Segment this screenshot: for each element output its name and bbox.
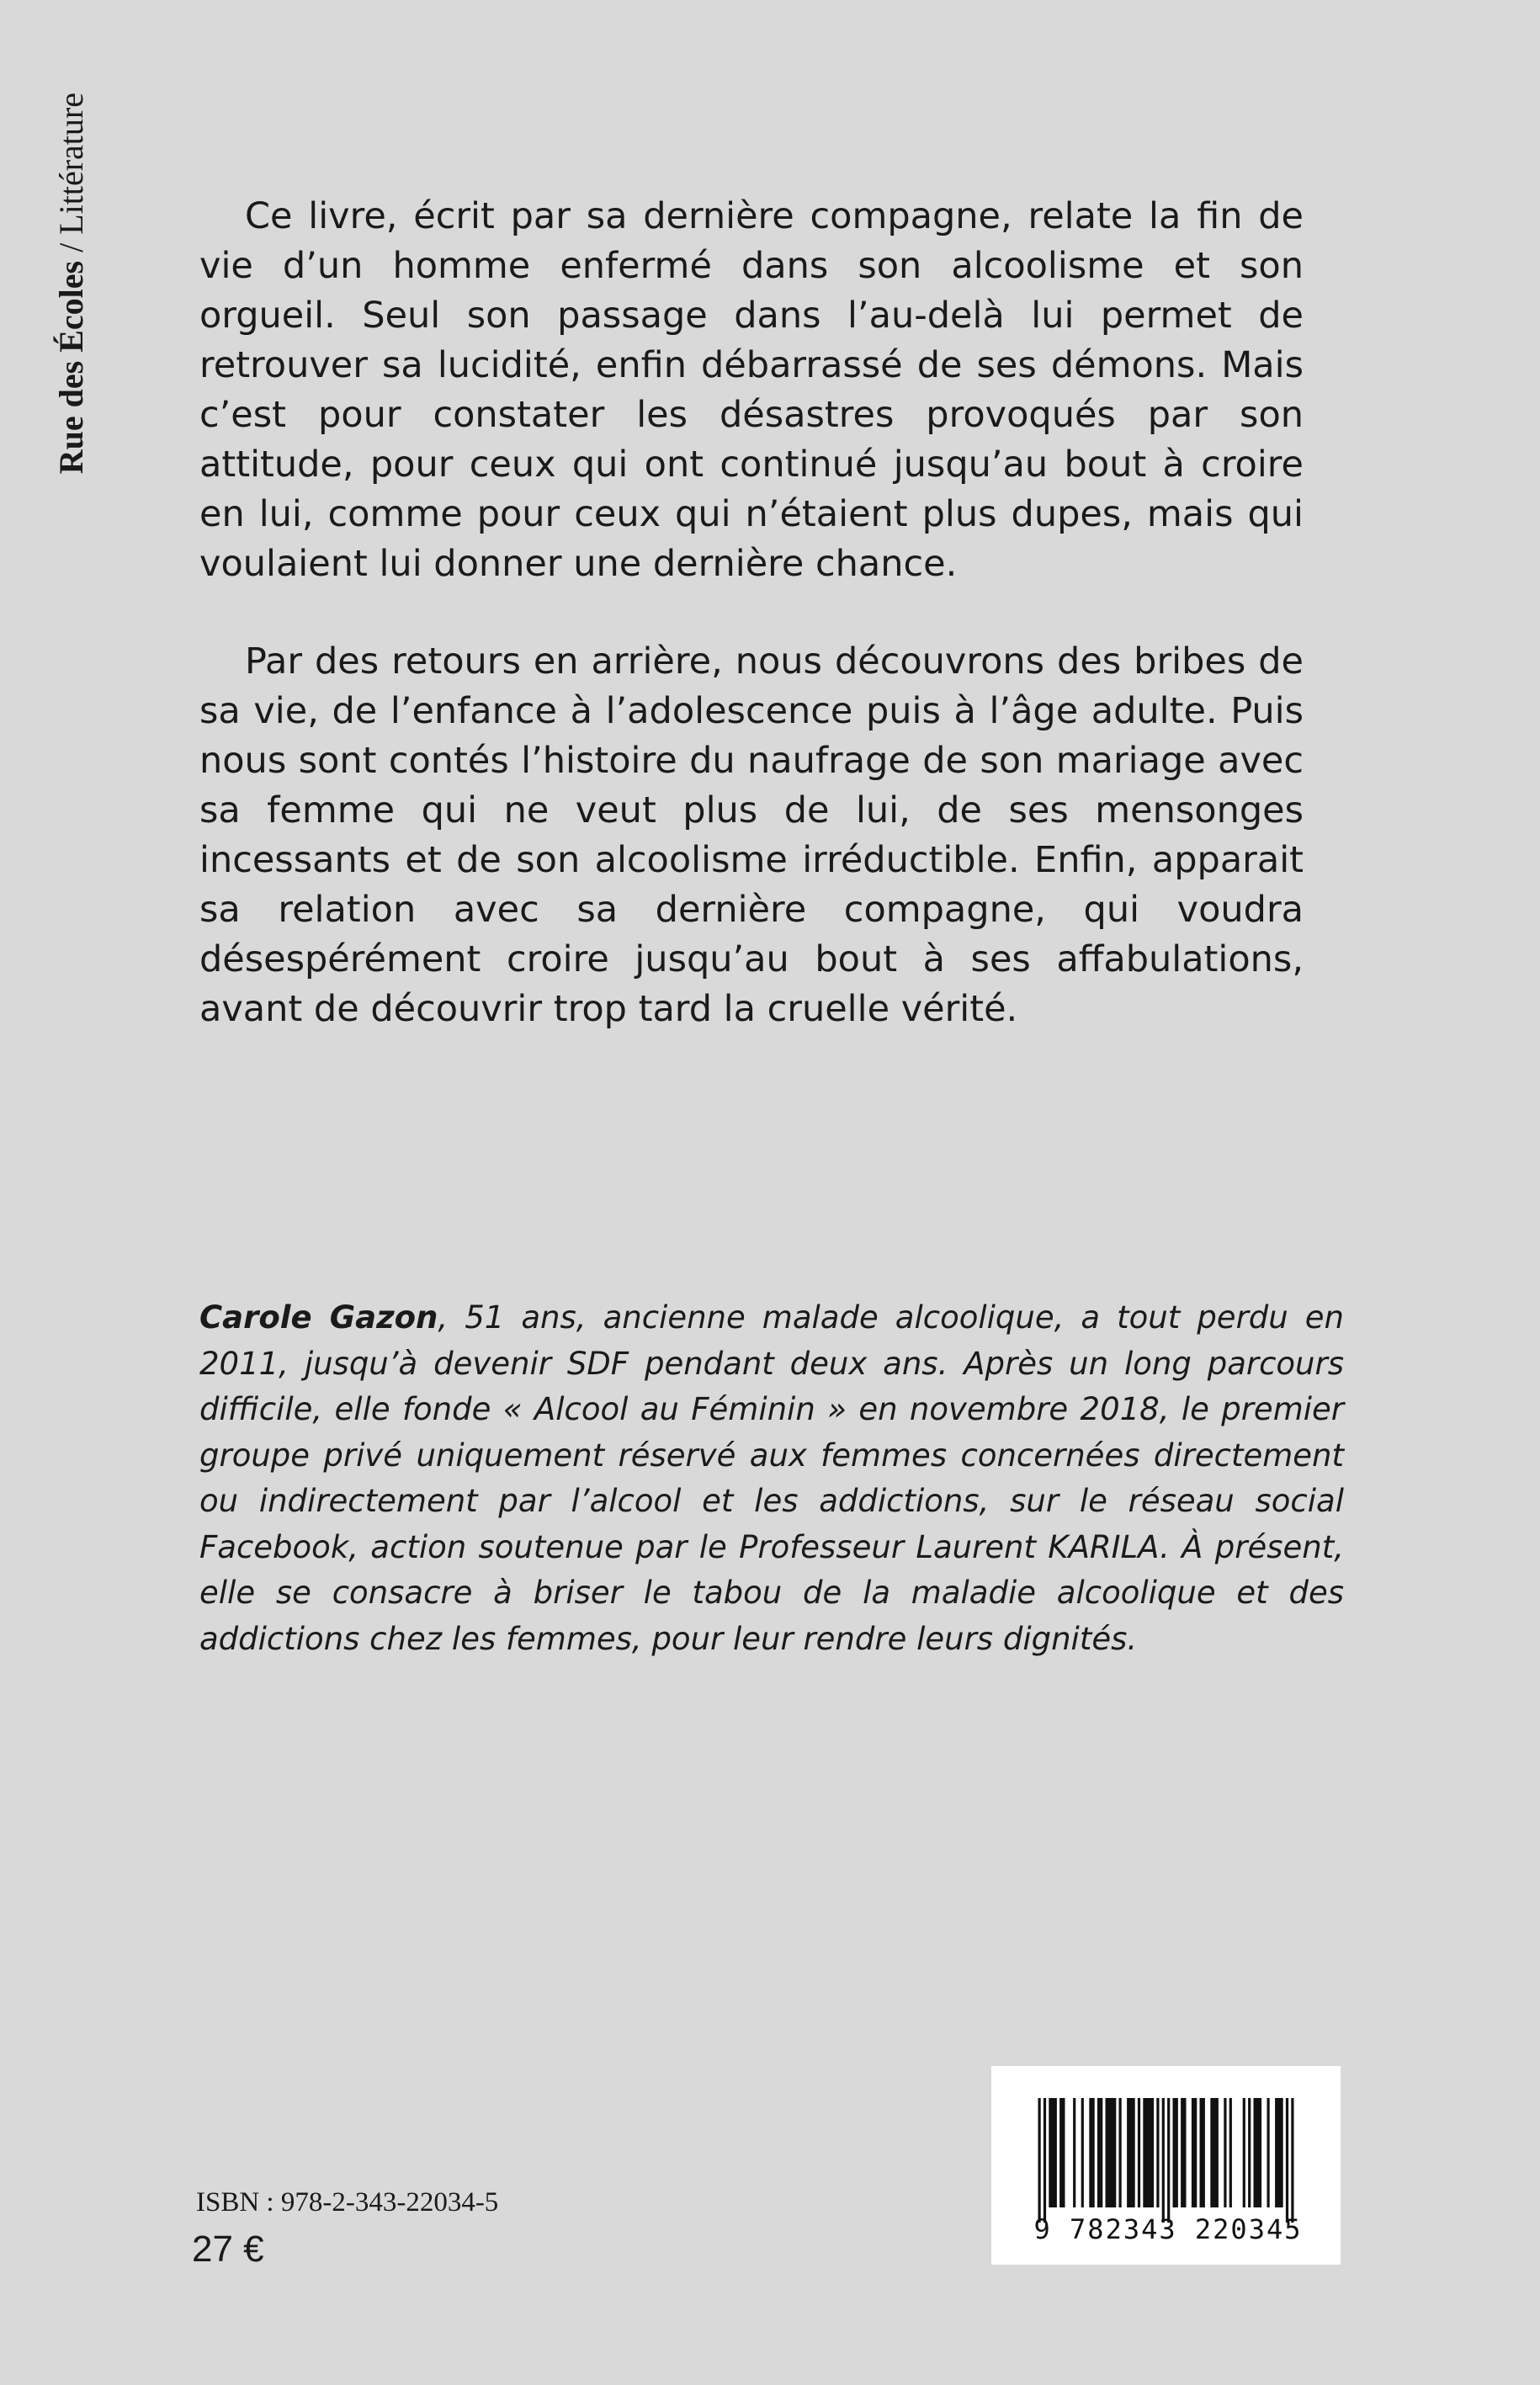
- barcode-bar-18: [1181, 2098, 1186, 2207]
- barcode-bar-19: [1192, 2098, 1197, 2207]
- category-name: Littérature: [52, 93, 90, 235]
- barcode-bar-20: [1200, 2098, 1205, 2207]
- barcode-bar-12: [1138, 2098, 1140, 2207]
- barcode-bar-2: [1043, 2098, 1046, 2223]
- spine-separator: /: [52, 234, 90, 261]
- author-bio-text: , 51 ans, ancienne malade alcoolique, a tout perdu en 2011, jusqu’à devenir SDF pendant deux ans. Après un long parcours difficile, elle fonde « Alcool au Féminin » en novembre 2018, le premier groupe privé uniquement réservé aux femmes concernées directement ou indirectement par l’alcool et les addictions, sur le réseau social Facebook, action soutenue par le Professeur Laurent KARILA. À présent, elle se consacre à briser le tabou de la maladie alcoolique et des addictions chez les femmes, pour leur rendre leurs dignités.: [199, 1299, 1344, 1657]
- barcode-bar-30: [1291, 2098, 1293, 2223]
- barcode-bar-3: [1049, 2098, 1057, 2207]
- barcode-bar-14: [1156, 2098, 1159, 2207]
- price-label: 27 €: [192, 2228, 264, 2270]
- book-summary: [199, 192, 1304, 1082]
- isbn-label: ISBN : 978-2-343-22034-5: [196, 2187, 499, 2218]
- spine-label: [42, 93, 101, 589]
- barcode-bar-21: [1210, 2098, 1219, 2207]
- author-bio: [199, 1295, 1344, 1662]
- barcode-bar-17: [1173, 2098, 1178, 2207]
- barcode-bar-26: [1254, 2098, 1262, 2207]
- barcode-bar-7: [1089, 2098, 1094, 2207]
- barcode-bar-5: [1073, 2098, 1075, 2207]
- barcode-bar-1: [1038, 2098, 1041, 2223]
- barcode-bar-10: [1119, 2098, 1122, 2207]
- barcode-bar-15: [1162, 2098, 1165, 2223]
- barcode-bar-11: [1127, 2098, 1135, 2207]
- barcode-bar-9: [1106, 2098, 1117, 2207]
- barcode-bar-27: [1267, 2098, 1270, 2207]
- barcode-bar-8: [1097, 2098, 1102, 2207]
- collection-name: Rue des Écoles: [52, 260, 90, 475]
- barcode-bar-4: [1059, 2098, 1065, 2207]
- author-name: Carole Gazon: [199, 1299, 438, 1336]
- barcode-bar-23: [1229, 2098, 1232, 2207]
- barcode-digits: 9 782343 220345: [1033, 2213, 1303, 2245]
- barcode-bar-29: [1286, 2098, 1288, 2223]
- barcode: [991, 2066, 1341, 2265]
- summary-paragraph-2: Par des retours en arrière, nous découvrons des bribes de sa vie, de l’enfance à l’adolescence puis à l’âge adulte. Puis nous sont contés l’histoire du naufrage de son mariage avec sa femme qui ne veut plus de lui, de ses mensonges incessants et de son alcoolisme irréductible. Enfin, apparait sa relation avec sa dernière compagne, qui voudra désespérément croire jusqu’au bout à ses affabulations, avant de découvrir trop tard la cruelle vérité.: [199, 640, 1304, 1030]
- spine-text: [42, 93, 101, 589]
- barcode-bar-6: [1081, 2098, 1084, 2207]
- barcode-bar-28: [1275, 2098, 1283, 2207]
- barcode-bar-22: [1224, 2098, 1226, 2207]
- summary-paragraph-1: Ce livre, écrit par sa dernière compagne, relate la fin de vie d’un homme enfermé dans son alcoolisme et son orgueil. Seul son passage dans l’au-delà lui permet de retrouver sa lucidité, enfin débarrassé de ses démons. Mais c’est pour constater les désastres provoqués par son attitude, pour ceux qui ont continué jusqu’au bout à croire en lui, comme pour ceux qui n’étaient plus dupes, mais qui voulaient lui donner une dernière chance.: [199, 195, 1304, 585]
- barcode-bar-16: [1167, 2098, 1170, 2223]
- barcode-bar-13: [1143, 2098, 1154, 2207]
- barcode-bar-25: [1248, 2098, 1251, 2207]
- barcode-bar-24: [1243, 2098, 1245, 2207]
